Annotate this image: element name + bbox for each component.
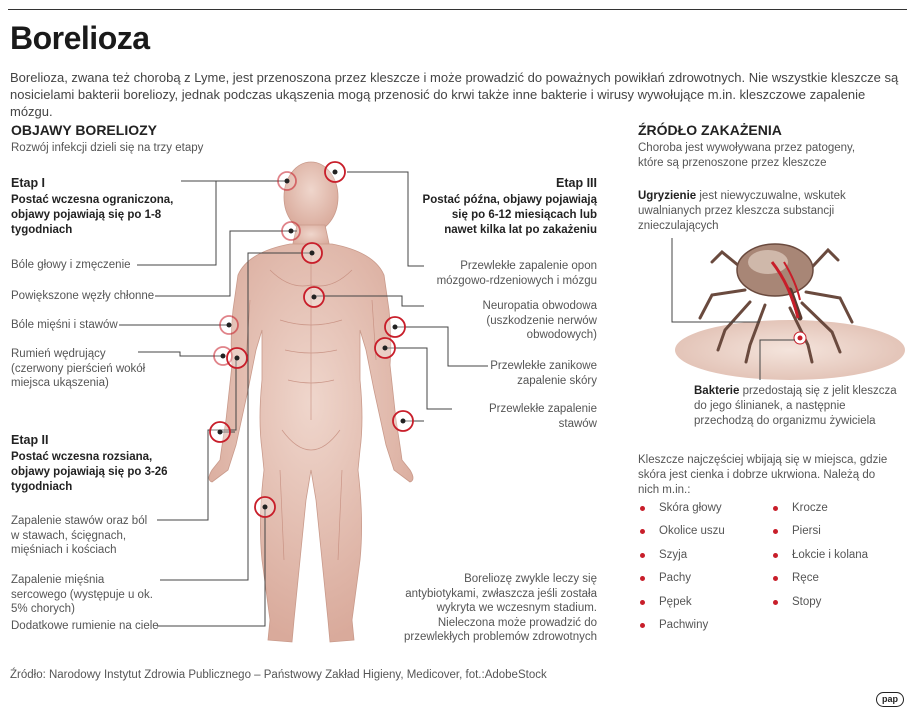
marker-neck [282, 222, 300, 240]
stage3-title: Etap III [556, 176, 597, 190]
stage1-desc: Postać wczesna ograniczona, objawy pojawiają się po 1-8 tygodniach [11, 194, 174, 236]
places-list-col1 [640, 502, 725, 642]
places-list-col2 [773, 502, 868, 619]
marker-left-wrist [210, 422, 230, 442]
symptom-myocarditis: Zapalenie mięśnia sercowego (występuje u ok. 5% chorych) [11, 574, 153, 615]
marker-thigh [255, 497, 275, 517]
stage2-desc: Postać wczesna rozsiana, objawy pojawiają się po 3-26 tygodniach [11, 451, 168, 493]
list-item: Okolice uszu [640, 525, 725, 548]
symptom-muscle-pain: Bóle mięśni i stawów [11, 319, 118, 331]
pap-logo: pap [876, 692, 904, 707]
source-heading: ŹRÓDŁO ZAKAŻENIA [638, 122, 782, 138]
symptom-joint-inflammation: Zapalenie stawów oraz ból w stawach, ścięgnach, mięśniach i kościach [11, 515, 148, 556]
symptom-headache: Bóle głowy i zmęczenie [11, 259, 131, 271]
source-footer: Źródło: Narodowy Instytut Zdrowia Publicznego – Państwowy Zakład Higieny, Medicover, fot.:AdobeStock [10, 669, 547, 681]
list-item: Łokcie i kolana [773, 549, 868, 572]
bite-note-bold: Ugryzienie [638, 190, 697, 202]
symptoms-heading: OBJAWY BORELIOZY [11, 122, 157, 138]
list-item: Skóra głowy [640, 502, 725, 525]
symptom-chronic-arthritis: Przewlekłe zapalenie stawów [488, 403, 597, 430]
marker-left-arm-upper [220, 316, 238, 334]
intro-text: Borelioza, zwana też chorobą z Lyme, jest przenoszona przez kleszcze i może prowadzić do poważnych powikłań zdrowotnych. Nie wszystkie kleszcze są nosicielami bakterii boreliozy, jednak podczas ukąszenia mogą przenosić do krwi także inne bakterie i wirusy wywołujące m.in. kleszczowe zapalenie mózgu. [10, 70, 899, 119]
symptoms-subheading: Rozwój infekcji dzieli się na trzy etapy [11, 142, 204, 154]
list-item: Ręce [773, 572, 868, 595]
stage3-desc: Postać późna, objawy pojawiają się po 6-12 miesiącach lub nawet kilka lat po zakażeniu [422, 194, 597, 236]
list-item: Krocze [773, 502, 868, 525]
list-item: Pępek [640, 596, 725, 619]
list-item: Piersi [773, 525, 868, 548]
bacteria-note-bold: Bakterie [694, 385, 740, 397]
marker-right-elbow [375, 338, 395, 358]
symptom-lymph-nodes: Powiększone węzły chłonne [11, 290, 155, 302]
list-item: Stopy [773, 596, 868, 619]
symptom-meningitis: Przewlekłe zapalenie opon mózgowo-rdzeniowych i mózgu [436, 260, 597, 287]
marker-left-elbow-b [227, 348, 247, 368]
list-item: Szyja [640, 549, 725, 572]
symptom-skin-atrophy: Przewlekłe zanikowe zapalenie skóry [490, 360, 597, 387]
places-intro: Kleszcze najczęściej wbijają się w miejsca, gdzie skóra jest cienka i dobrze ukrwiona. Należą do nich m.in.: [638, 454, 888, 496]
treatment-note: Boreliozę zwykle leczy się antybiotykami, zwłaszcza jeśli została wykryta we wczesnym stadium. Nieleczona może prowadzić do przewlekłych problemów zdrowotnych [403, 573, 597, 643]
marker-right-arm-upper [385, 317, 405, 337]
bacteria-note [694, 384, 904, 429]
bacteria-note-text: przedostają się z jelit kleszcza do jego ślinianek, a następnie przechodzą do organizmu żywiciela [694, 385, 897, 427]
stage1-title: Etap I [11, 176, 46, 190]
symptom-additional-erythema: Dodatkowe rumienie na ciele [11, 620, 159, 632]
marker-head-left [278, 172, 296, 190]
page-title: Borelioza [10, 20, 150, 56]
marker-head-right [325, 162, 345, 182]
stage2-title: Etap II [11, 433, 49, 447]
symptom-neuropathy: Neuropatia obwodowa (uszkodzenie nerwów obwodowych) [482, 300, 597, 341]
symptom-erythema: Rumień wędrujący (czerwony pierścień wokół miejsca ukąszenia) [11, 348, 146, 389]
marker-right-wrist [393, 411, 413, 431]
list-item: Pachy [640, 572, 725, 595]
bite-note-text: jest niewyczuwalne, wskutek uwalnianych przez kleszcza substancji znieczulających [638, 190, 846, 232]
tick-illustration [675, 244, 905, 380]
list-item: Pachwiny [640, 619, 725, 642]
marker-heart [304, 287, 324, 307]
marker-chest-top [302, 243, 322, 263]
source-subheading: Choroba jest wywoływana przez patogeny, które są przenoszone przez kleszcze [638, 142, 856, 169]
bite-note [638, 189, 860, 234]
